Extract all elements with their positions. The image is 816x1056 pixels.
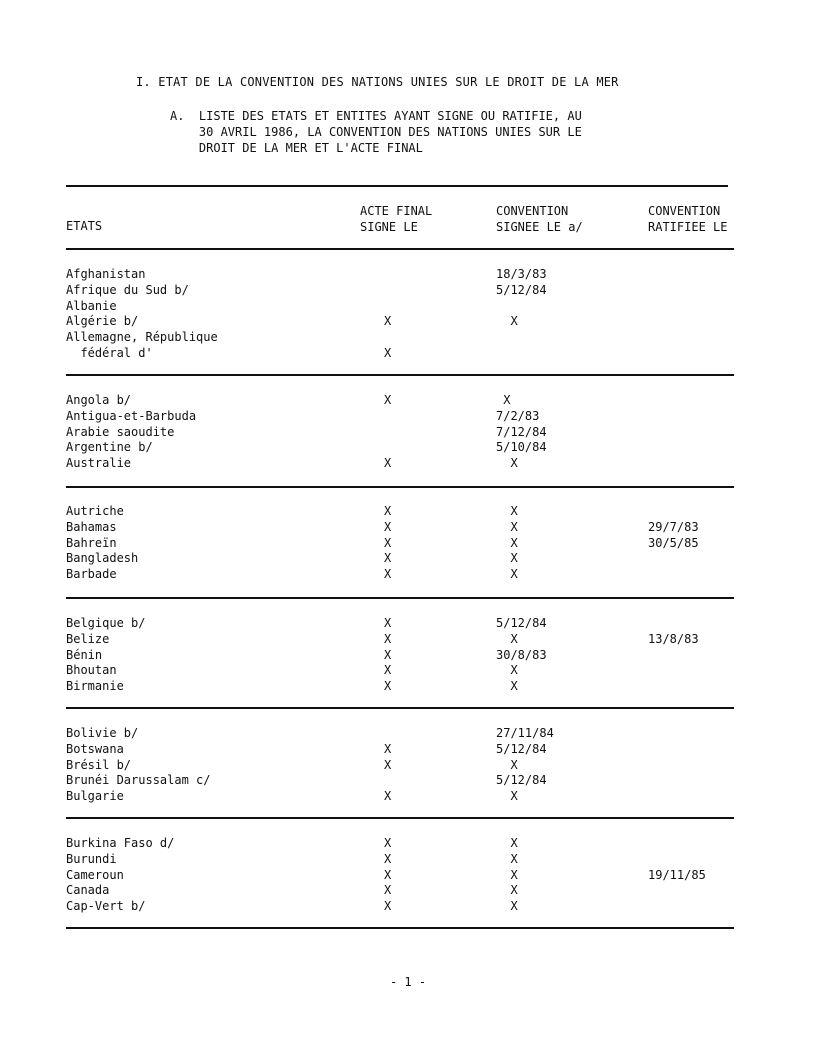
acte-final-cell: X [384,616,392,630]
acte-final-cell: X [384,757,392,772]
table-row [0,298,816,314]
table-row [0,882,816,898]
state-cell: Allemagne, République [66,330,218,345]
convention-signed-cell: X [496,551,518,566]
acte-final-cell: X [384,519,392,534]
acte-final-cell: X [384,899,392,914]
table-row [0,408,816,424]
acte-final-cell: X [384,679,392,694]
state-cell: Angola b/ [66,393,132,407]
acte-final-cell: X [384,567,392,582]
convention-signed-cell: X [496,519,518,534]
convention-ratified-cell: 19/11/85 [648,867,706,882]
convention-signed-cell: X [496,456,518,471]
state-cell: Afghanistan [66,267,146,281]
table-row [0,329,816,345]
convention-signed-cell: 30/8/83 [496,647,547,662]
convention-ratified-cell: 29/7/83 [648,519,699,534]
table-row [0,345,816,361]
convention-signed-cell: X [496,393,511,407]
state-cell: Bahamas [66,519,117,534]
header-acte-line2: SIGNE LE [360,220,418,234]
state-cell: Arabie saoudite [66,424,175,439]
table-row [0,662,816,678]
state-cell: Botswana [66,741,124,756]
convention-signed-cell: 5/12/84 [496,616,547,630]
table-row [0,282,816,298]
acte-final-cell: X [384,535,392,550]
state-cell: Bénin [66,647,103,662]
convention-signed-cell: X [496,789,518,804]
header-convention-ratifiee [648,203,727,235]
convention-signed-cell: X [496,567,518,582]
state-cell: Bahreïn [66,535,117,550]
convention-signed-cell: X [496,631,518,646]
convention-signed-cell: X [496,757,518,772]
state-cell: Bhoutan [66,663,117,678]
convention-signed-cell: X [496,663,518,678]
convention-signed-cell: 5/12/84 [496,282,547,297]
convention-signed-cell: 5/10/84 [496,440,547,455]
acte-final-cell: X [384,789,392,804]
state-cell: Canada [66,883,110,898]
table-row [0,835,816,851]
state-cell: Barbade [66,567,117,582]
group-separator-rule [66,817,734,819]
state-cell: Brésil b/ [66,757,132,772]
convention-signed-cell: X [496,836,518,850]
table-row [0,503,816,519]
document-subtitle [170,108,582,156]
acte-final-cell: X [384,504,392,518]
table-row [0,898,816,914]
state-cell: Antigua-et-Barbuda [66,408,197,423]
acte-final-cell: X [384,393,392,407]
acte-final-cell: X [384,456,392,471]
table-row [0,392,816,408]
convention-signed-cell: X [496,899,518,914]
acte-final-cell: X [384,631,392,646]
table-row [0,566,816,582]
subtitle-line-2: 30 AVRIL 1986, LA CONVENTION DES NATIONS UNIES SUR LE [170,125,582,139]
convention-signed-cell: X [496,867,518,882]
acte-final-cell: X [384,836,392,850]
state-cell: Autriche [66,504,124,518]
state-cell: Belize [66,631,110,646]
state-cell: Cameroun [66,867,124,882]
convention-ratified-cell: 13/8/83 [648,631,699,646]
header-rat-line2: RATIFIEE LE [648,220,728,234]
state-cell: Albanie [66,298,117,313]
convention-signed-cell: 27/11/84 [496,726,554,740]
header-states: ETATS [66,219,103,233]
table-row [0,519,816,535]
acte-final-cell: X [384,663,392,678]
table-row [0,313,816,329]
state-cell: Brunéi Darussalam c/ [66,773,211,788]
convention-signed-cell: 5/12/84 [496,741,547,756]
table-row [0,678,816,694]
group-separator-rule [66,486,734,488]
convention-signed-cell: X [496,314,518,329]
table-row [0,757,816,773]
convention-signed-cell: X [496,679,518,694]
subtitle-line-3: DROIT DE LA MER ET L'ACTE FINAL [170,141,423,155]
convention-signed-cell: X [496,504,518,518]
subtitle-line-1: A. LISTE DES ETATS ET ENTITES AYANT SIGNE OU RATIFIE, AU [170,109,582,123]
state-cell: Argentine b/ [66,440,153,455]
table-row [0,615,816,631]
table-row [0,867,816,883]
table-row [0,439,816,455]
header-rat-line1: CONVENTION [648,204,721,218]
group-separator-rule [66,927,734,929]
table-row [0,424,816,440]
page-number: - 1 - [389,975,427,989]
state-cell: Algérie b/ [66,314,139,329]
state-cell: fédéral d' [66,346,153,360]
acte-final-cell: X [384,741,392,756]
table-row [0,455,816,471]
table-row [0,851,816,867]
convention-signed-cell: 7/12/84 [496,424,547,439]
convention-signed-cell: X [496,883,518,898]
acte-final-cell: X [384,314,392,329]
state-cell: Burkina Faso d/ [66,836,175,850]
header-conv-line1: CONVENTION [496,204,569,218]
state-cell: Bolivie b/ [66,726,139,740]
convention-signed-cell: 5/12/84 [496,773,547,788]
acte-final-cell: X [384,551,392,566]
header-acte-line1: ACTE FINAL [360,204,433,218]
convention-ratified-cell: 30/5/85 [648,535,699,550]
header-convention-signee [496,203,583,235]
acte-final-cell: X [384,647,392,662]
header-bottom-rule [66,248,734,250]
state-cell: Birmanie [66,679,124,694]
acte-final-cell: X [384,883,392,898]
state-cell: Bangladesh [66,551,139,566]
table-row [0,631,816,647]
table-row [0,550,816,566]
acte-final-cell: X [384,346,392,360]
state-cell: Cap-Vert b/ [66,899,146,914]
table-top-rule [66,185,728,187]
state-cell: Afrique du Sud b/ [66,282,189,297]
state-cell: Belgique b/ [66,616,146,630]
document-title: I. ETAT DE LA CONVENTION DES NATIONS UNIES SUR LE DROIT DE LA MER [136,75,619,89]
header-acte-final [360,203,432,235]
table-row [0,741,816,757]
group-separator-rule [66,597,734,599]
convention-signed-cell: 7/2/83 [496,408,540,423]
group-separator-rule [66,707,734,709]
convention-signed-cell: 18/3/83 [496,267,547,281]
convention-signed-cell: X [496,535,518,550]
state-cell: Bulgarie [66,789,124,804]
table-row [0,772,816,788]
group-separator-rule [66,374,734,376]
table-row [0,725,816,741]
header-conv-line2: SIGNEE LE a/ [496,220,583,234]
acte-final-cell: X [384,867,392,882]
table-row [0,266,816,282]
state-cell: Burundi [66,851,117,866]
state-cell: Australie [66,456,132,471]
table-row [0,535,816,551]
acte-final-cell: X [384,851,392,866]
table-row [0,788,816,804]
table-row [0,647,816,663]
convention-signed-cell: X [496,851,518,866]
